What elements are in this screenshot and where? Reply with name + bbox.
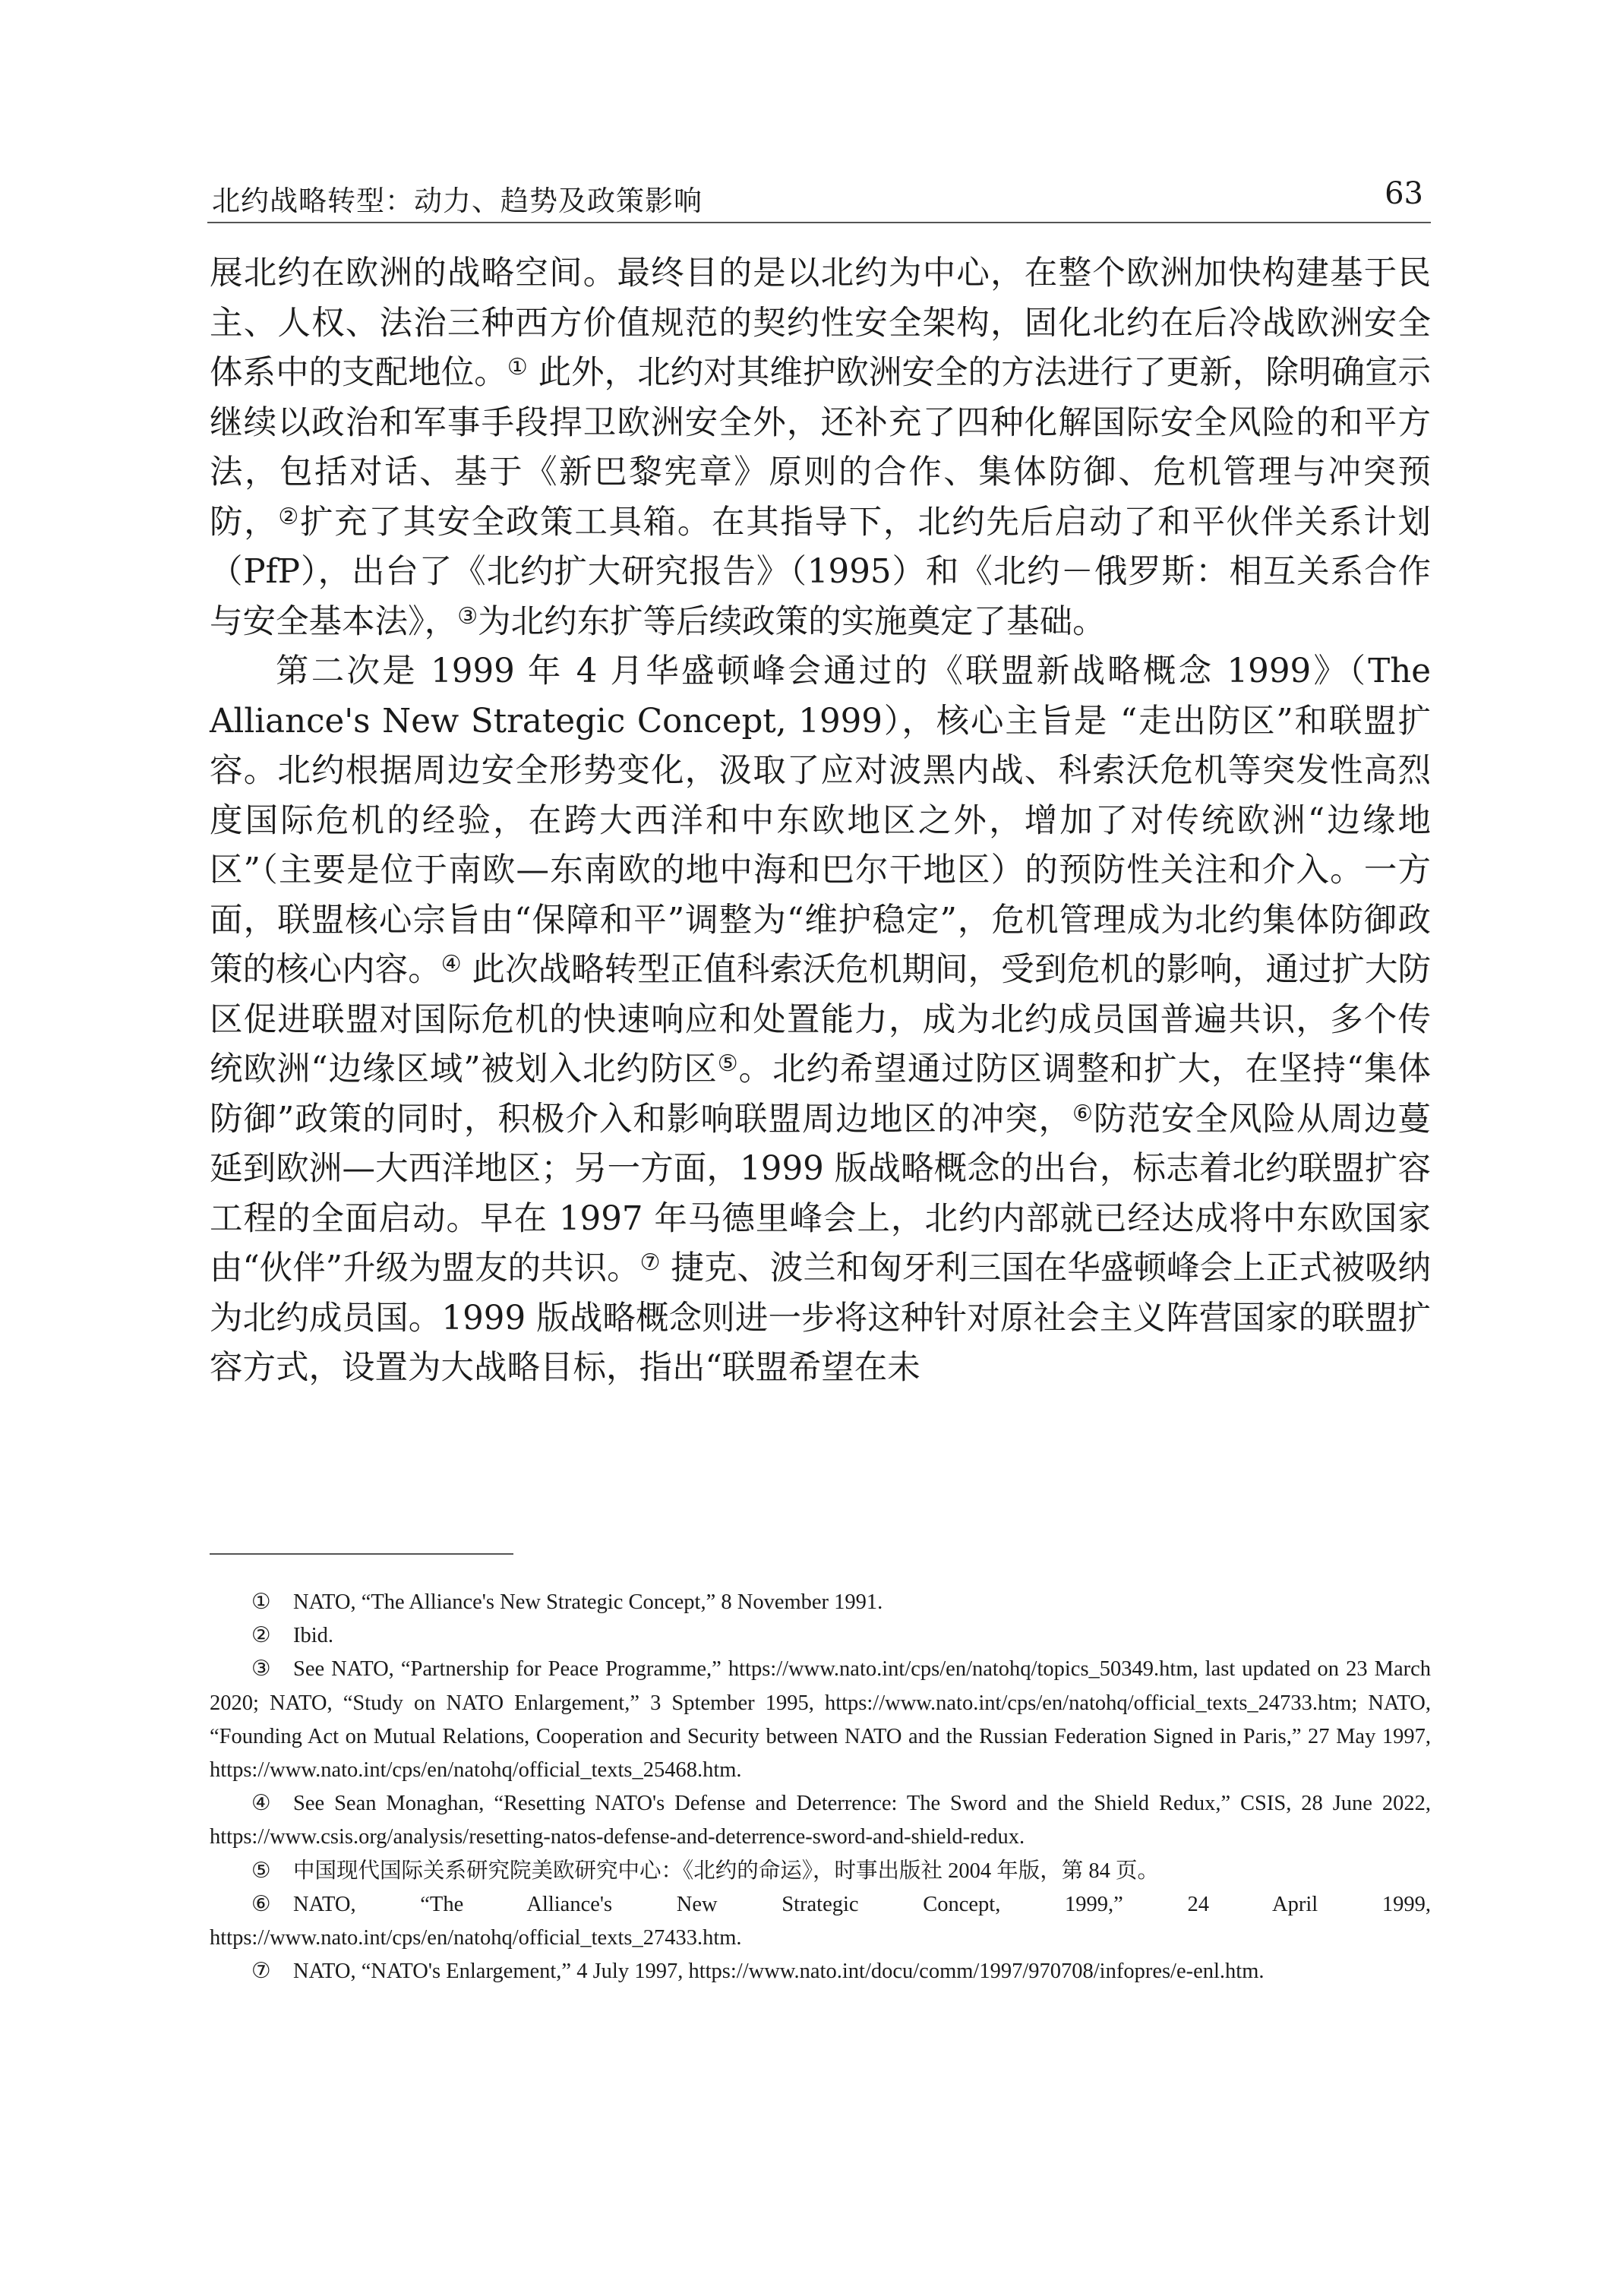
- footnote-text: Ibid.: [293, 1624, 334, 1648]
- footnote-marker: ⑤: [251, 1859, 271, 1883]
- footnote-marker: ①: [251, 1590, 271, 1614]
- footnote-marker: ③: [251, 1657, 271, 1682]
- page-number: 63: [1385, 176, 1423, 211]
- footnote-marker: ⑦: [251, 1960, 271, 1984]
- footnote-1: [210, 1586, 1431, 1619]
- footnote-ref-6[interactable]: ⑥: [1072, 1100, 1094, 1127]
- footnote-6: [210, 1888, 1431, 1955]
- body-text: [210, 249, 1431, 1394]
- text-run: 此次战略转型正值科索沃危机期间，受到危机的影响，通过扩大防区促进联盟对国际危机的快速响应和处置能力，成为北约成员国普遍共识，多个传统欧洲“边缘区域”被划入北约防区: [210, 951, 1432, 1088]
- footnote-5: [210, 1855, 1431, 1888]
- text-run: 第二次是 1999 年 4 月华盛顿峰会通过的《联盟新战略概念 1999》（The Alliance's New Strategic Concept, 1999），核心主旨是 “走出防区”和联盟扩容。北约根据周边安全形势变化，汲取了应对波黑内战、科索沃危机等突发性高烈度国际危机的经验，在跨大西洋和中东欧地区之外，增加了对传统欧洲“边缘地区”（主要是位于南欧—东南欧的地中海和巴尔干地区）的预防性关注和介入。一方面，联盟核心宗旨由“保障和平”调整为“维护稳定”，危机管理成为北约集体防御政策的核心内容。: [210, 652, 1431, 989]
- text-run: 为北约东扩等后续政策的实施奠定了基础。: [478, 602, 1106, 641]
- running-header: [207, 173, 1431, 223]
- footnote-divider: [210, 1553, 513, 1555]
- footnote-text: NATO, “NATO's Enlargement,” 4 July 1997, https://www.nato.int/docu/comm/1997/970708/infopres/e-enl.htm.: [293, 1960, 1265, 1984]
- text-run: 。北约希望通过防区调整和扩大，在坚持“集体防御”政策的同时，积极介入和影响联盟周边地区的冲突，: [210, 1050, 1431, 1139]
- footnote-text: 中国现代国际关系研究院美欧研究中心：《北约的命运》，时事出版社 2004 年版，第 84 页。: [293, 1859, 1160, 1883]
- footnote-ref-2[interactable]: ②: [278, 503, 300, 530]
- footnote-2: [210, 1619, 1431, 1653]
- text-run: 扩充了其安全政策工具箱。在其指导下，北约先后启动了和平伙伴关系计划（PfP），出台了《北约扩大研究报告》（1995）和《北约－俄罗斯：相互关系合作与安全基本法》，: [210, 503, 1432, 641]
- footnote-marker: ②: [251, 1624, 271, 1648]
- footnote-text: NATO, “The Alliance's New Strategic Concept, 1999,” 24 April 1999, https://www.nato.int/cps/en/natohq/official_texts_27433.htm.: [210, 1892, 1431, 1950]
- paragraph-1: [210, 249, 1431, 647]
- footnotes: [210, 1586, 1431, 1988]
- footnote-4: [210, 1787, 1431, 1854]
- running-title: 北约战略转型：动力、趋势及政策影响: [212, 185, 703, 217]
- footnote-ref-4[interactable]: ④: [440, 951, 462, 977]
- paragraph-2: [210, 647, 1431, 1394]
- footnote-text: See Sean Monaghan, “Resetting NATO's Defense and Deterrence: The Sword and the Shield Redux,” CSIS, 28 June 2022, https://www.csis.org/analysis/resetting-natos-defense-and-deterrence-sword-and-shield-redux.: [210, 1792, 1431, 1849]
- footnote-text: See NATO, “Partnership for Peace Programme,” https://www.nato.int/cps/en/natohq/topics_50349.htm, last updated on 23 March 2020; NATO, “Study on NATO Enlargement,” 3 Sptember 1995, https://www.nato.int/cps/en/natohq/official_texts_24733.htm; NATO, “Founding Act on Mutual Relations, Cooperation and Security between NATO and the Russian Federation Signed in Paris,” 27 May 1997, https://www.nato.int/cps/en/natohq/official_texts_25468.htm.: [210, 1657, 1431, 1783]
- footnote-3: [210, 1653, 1431, 1787]
- footnote-ref-1[interactable]: ①: [507, 354, 528, 381]
- footnote-ref-7[interactable]: ⑦: [639, 1249, 661, 1276]
- footnote-ref-3[interactable]: ③: [457, 602, 478, 630]
- footnote-ref-5[interactable]: ⑤: [717, 1050, 739, 1077]
- text-run: 此外，北约对其维护欧洲安全的方法进行了更新，除明确宣示继续以政治和军事手段捍卫欧洲安全外，还补充了四种化解国际安全风险的和平方法，包括对话、基于《新巴黎宪章》原则的合作、集体防御、危机管理与冲突预防，: [210, 354, 1431, 542]
- text-run: 展北约在欧洲的战略空间。最终目的是以北约为中心，在整个欧洲加快构建基于民主、人权、法治三种西方价值规范的契约性安全架构，固化北约在后冷战欧洲安全体系中的支配地位。: [210, 254, 1431, 392]
- footnote-marker: ④: [251, 1792, 271, 1816]
- footnote-text: NATO, “The Alliance's New Strategic Concept,” 8 November 1991.: [293, 1590, 883, 1614]
- footnote-marker: ⑥: [251, 1892, 271, 1916]
- footnote-7: [210, 1955, 1431, 1988]
- text-run: 防范安全风险从周边蔓延到欧洲—大西洋地区；另一方面，1999 版战略概念的出台，标志着北约联盟扩容工程的全面启动。早在 1997 年马德里峰会上，北约内部就已经达成将中东欧国家由“伙伴”升级为盟友的共识。: [210, 1100, 1431, 1287]
- text-run: 捷克、波兰和匈牙利三国在华盛顿峰会上正式被吸纳为北约成员国。1999 版战略概念则进一步将这种针对原社会主义阵营国家的联盟扩容方式，设置为大战略目标，指出“联盟希望在未: [210, 1249, 1431, 1387]
